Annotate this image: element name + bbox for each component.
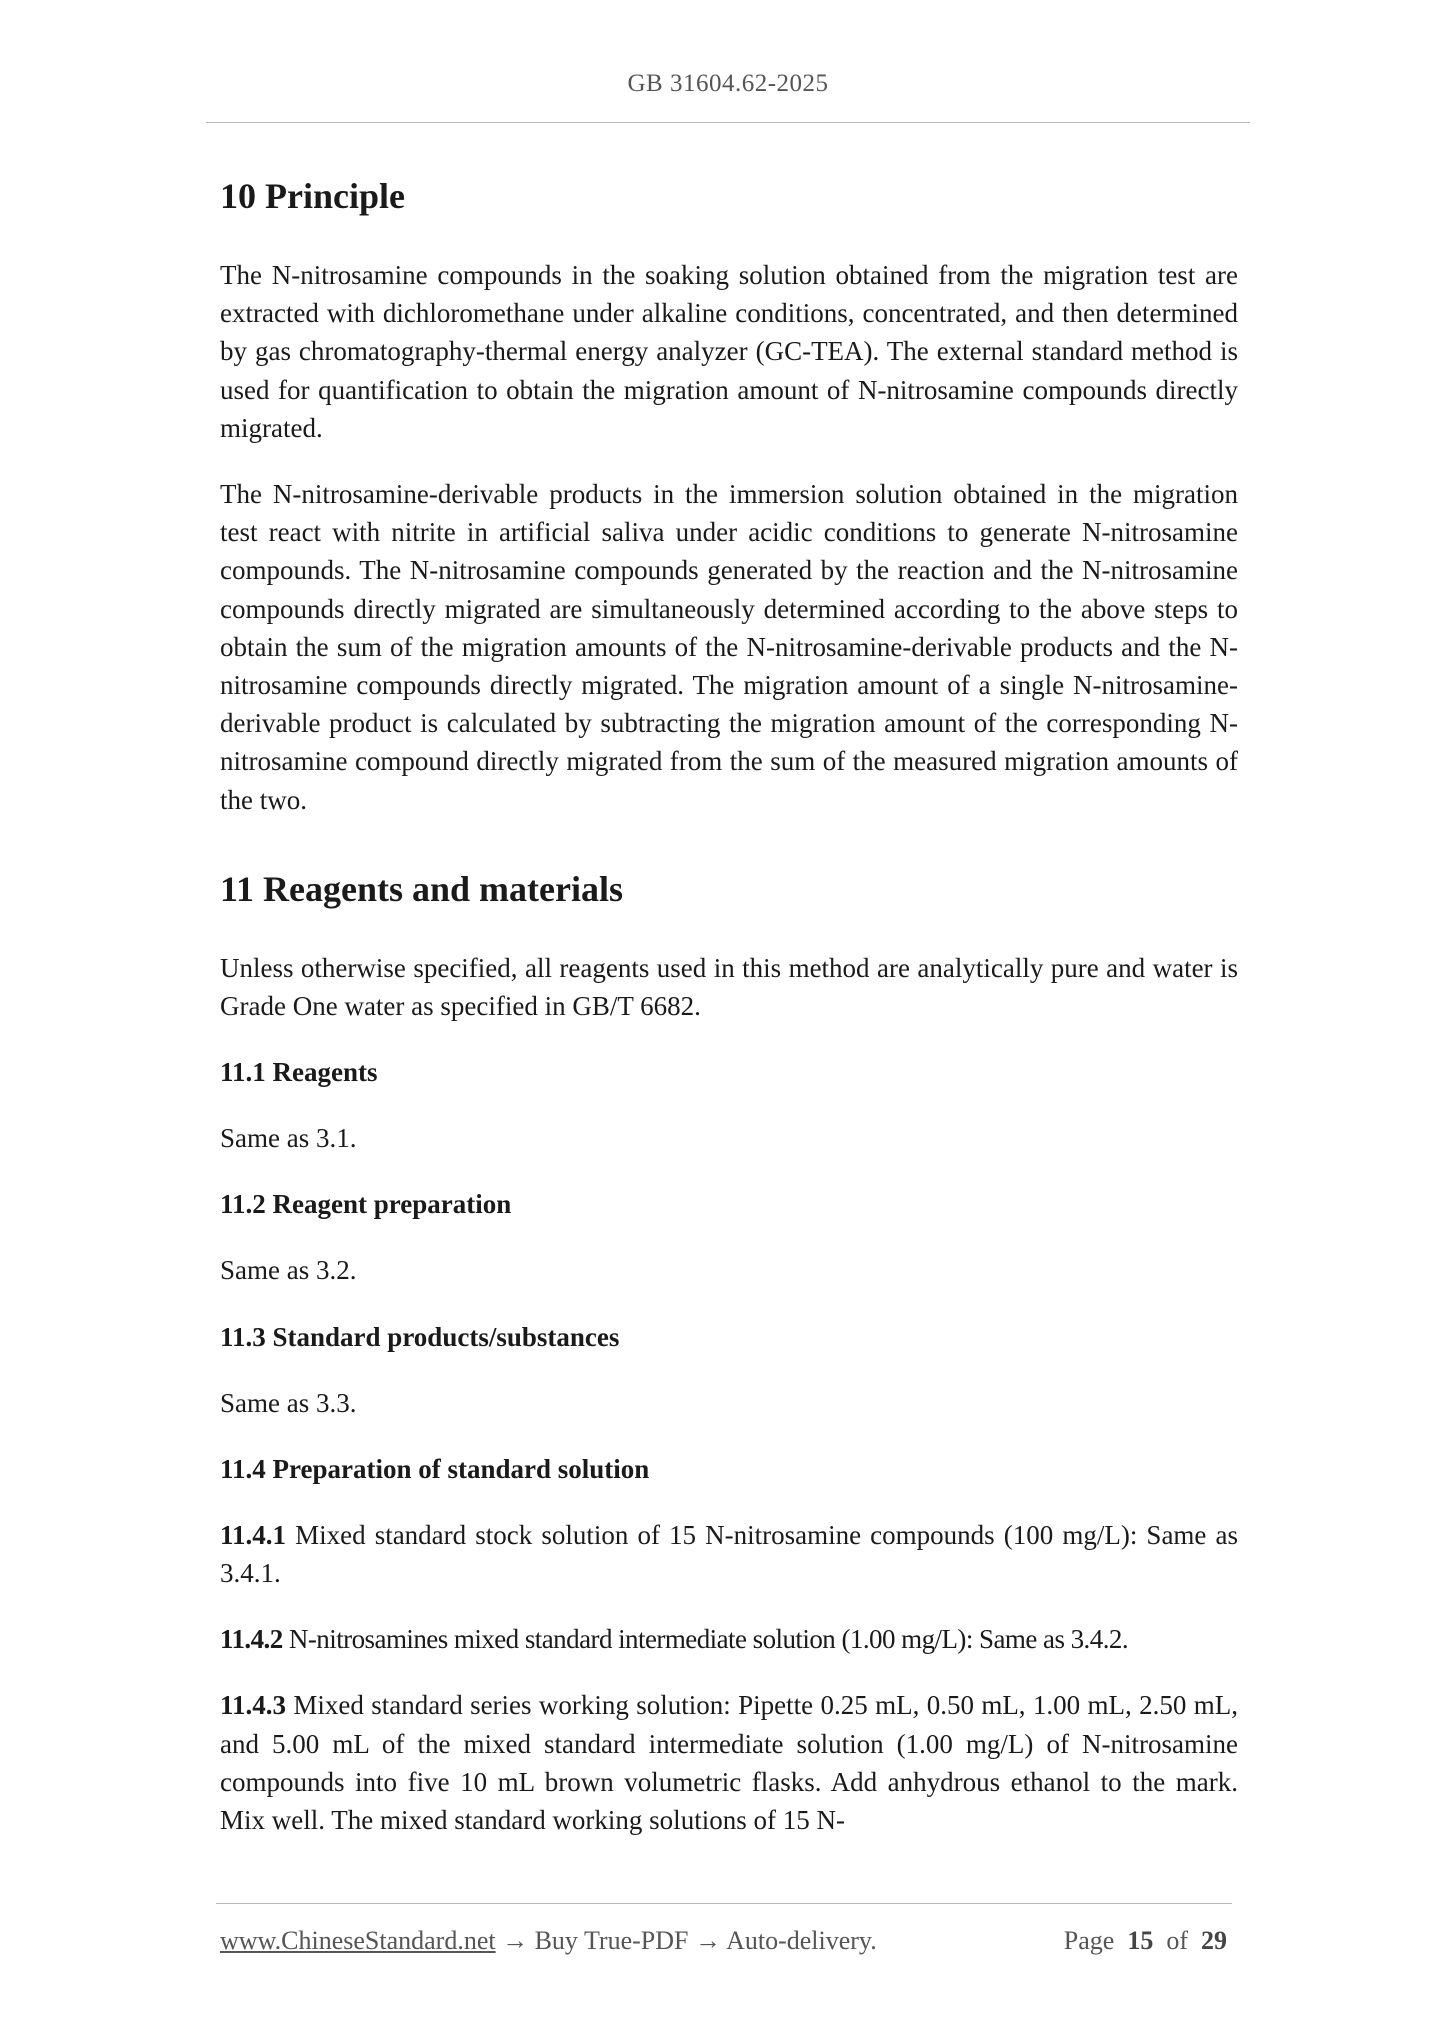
section-10-title: 10 Principle	[220, 176, 405, 216]
page-label: Page	[1063, 1926, 1115, 1955]
buy-pdf-text: Buy True-PDF	[534, 1926, 689, 1955]
clause-11-4-2	[220, 1620, 1238, 1658]
section-10-paragraph-1: The N-nitrosamine compounds in the soaking solution obtained from the migration test are extracted with dichloromethane under alkaline conditions, concentrated, and then determined by gas chromatography-thermal energy analyzer (GC-TEA). The external standard method is used for quantification to obtain the migration amount of N-nitrosamine compounds directly migrated.	[220, 260, 1238, 443]
of-label: of	[1166, 1926, 1188, 1955]
section-11-title: 11 Reagents and materials	[220, 868, 623, 909]
clause-11-4-3	[220, 1686, 1238, 1839]
clause-11-4-1	[220, 1516, 1238, 1592]
arrow-right-icon: →	[695, 1926, 721, 1955]
section-11-4-heading: 11.4 Preparation of standard solution	[220, 1453, 650, 1484]
section-10-paragraph-2: The N-nitrosamine-derivable products in the immersion solution obtained in the migration test react with nitrite in artificial saliva under acidic conditions to generate N-nitrosamine compounds. The N-nitrosamine compounds generated by the reaction and the N-nitrosamine compounds directly migrated are simultaneously determined according to the above steps to obtain the sum of the migration amounts of the N-nitrosamine-derivable products and the N-nitrosamine compounds directly migrated. The migration amount of a single N-nitrosamine-derivable product is calculated by subtracting the migration amount of the corresponding N-nitrosamine compound directly migrated from the sum of the measured migration amounts of the two.	[220, 479, 1238, 815]
footer-promo	[220, 1926, 877, 1956]
page-number	[1064, 1926, 1227, 1956]
section-11-2-heading: 11.2 Reagent preparation	[220, 1189, 512, 1220]
header-divider	[206, 122, 1250, 123]
total-pages: 29	[1201, 1926, 1227, 1955]
section-11-2-text: Same as 3.2.	[220, 1255, 357, 1286]
auto-delivery-text: Auto-delivery.	[726, 1926, 877, 1955]
standard-code-header: GB 31604.62-2025	[627, 70, 829, 97]
clause-11-4-2-number: 11.4.2	[220, 1624, 283, 1655]
section-11-intro: Unless otherwise specified, all reagents used in this method are analytically pure and water is Grade One water as specified in GB/T 6682.	[220, 952, 1238, 1022]
clause-11-4-3-number: 11.4.3	[220, 1690, 287, 1721]
current-page: 15	[1127, 1926, 1154, 1955]
clause-11-4-1-text: Mixed standard stock solution of 15 N-nitrosamine compounds (100 mg/L): Same as 3.4.1.	[220, 1519, 1238, 1589]
footer-divider	[216, 1903, 1232, 1904]
clause-11-4-2-text: N-nitrosamines mixed standard intermediate solution (1.00 mg/L): Same as 3.4.2.	[282, 1624, 1129, 1655]
section-11-3-heading: 11.3 Standard products/substances	[220, 1321, 620, 1352]
clause-11-4-1-number: 11.4.1	[220, 1519, 287, 1550]
section-11-3-text: Same as 3.3.	[220, 1387, 357, 1418]
clause-11-4-3-text: Mixed standard series working solution: Pipette 0.25 mL, 0.50 mL, 1.00 mL, 2.50 mL, and 5.00 mL of the mixed standard intermediate solution (1.00 mg/L) of N-nitrosamine compounds into five 10 mL brown volumetric flasks. Add anhydrous ethanol to the mark. Mix well. The mixed standard working solutions of 15 N-	[220, 1690, 1238, 1836]
website-link[interactable]: www.ChineseStandard.net	[220, 1926, 496, 1955]
section-11-1-heading: 11.1 Reagents	[220, 1057, 378, 1088]
arrow-right-icon: →	[502, 1926, 529, 1955]
section-11-1-text: Same as 3.1.	[220, 1123, 357, 1154]
document-body	[220, 168, 1238, 1839]
